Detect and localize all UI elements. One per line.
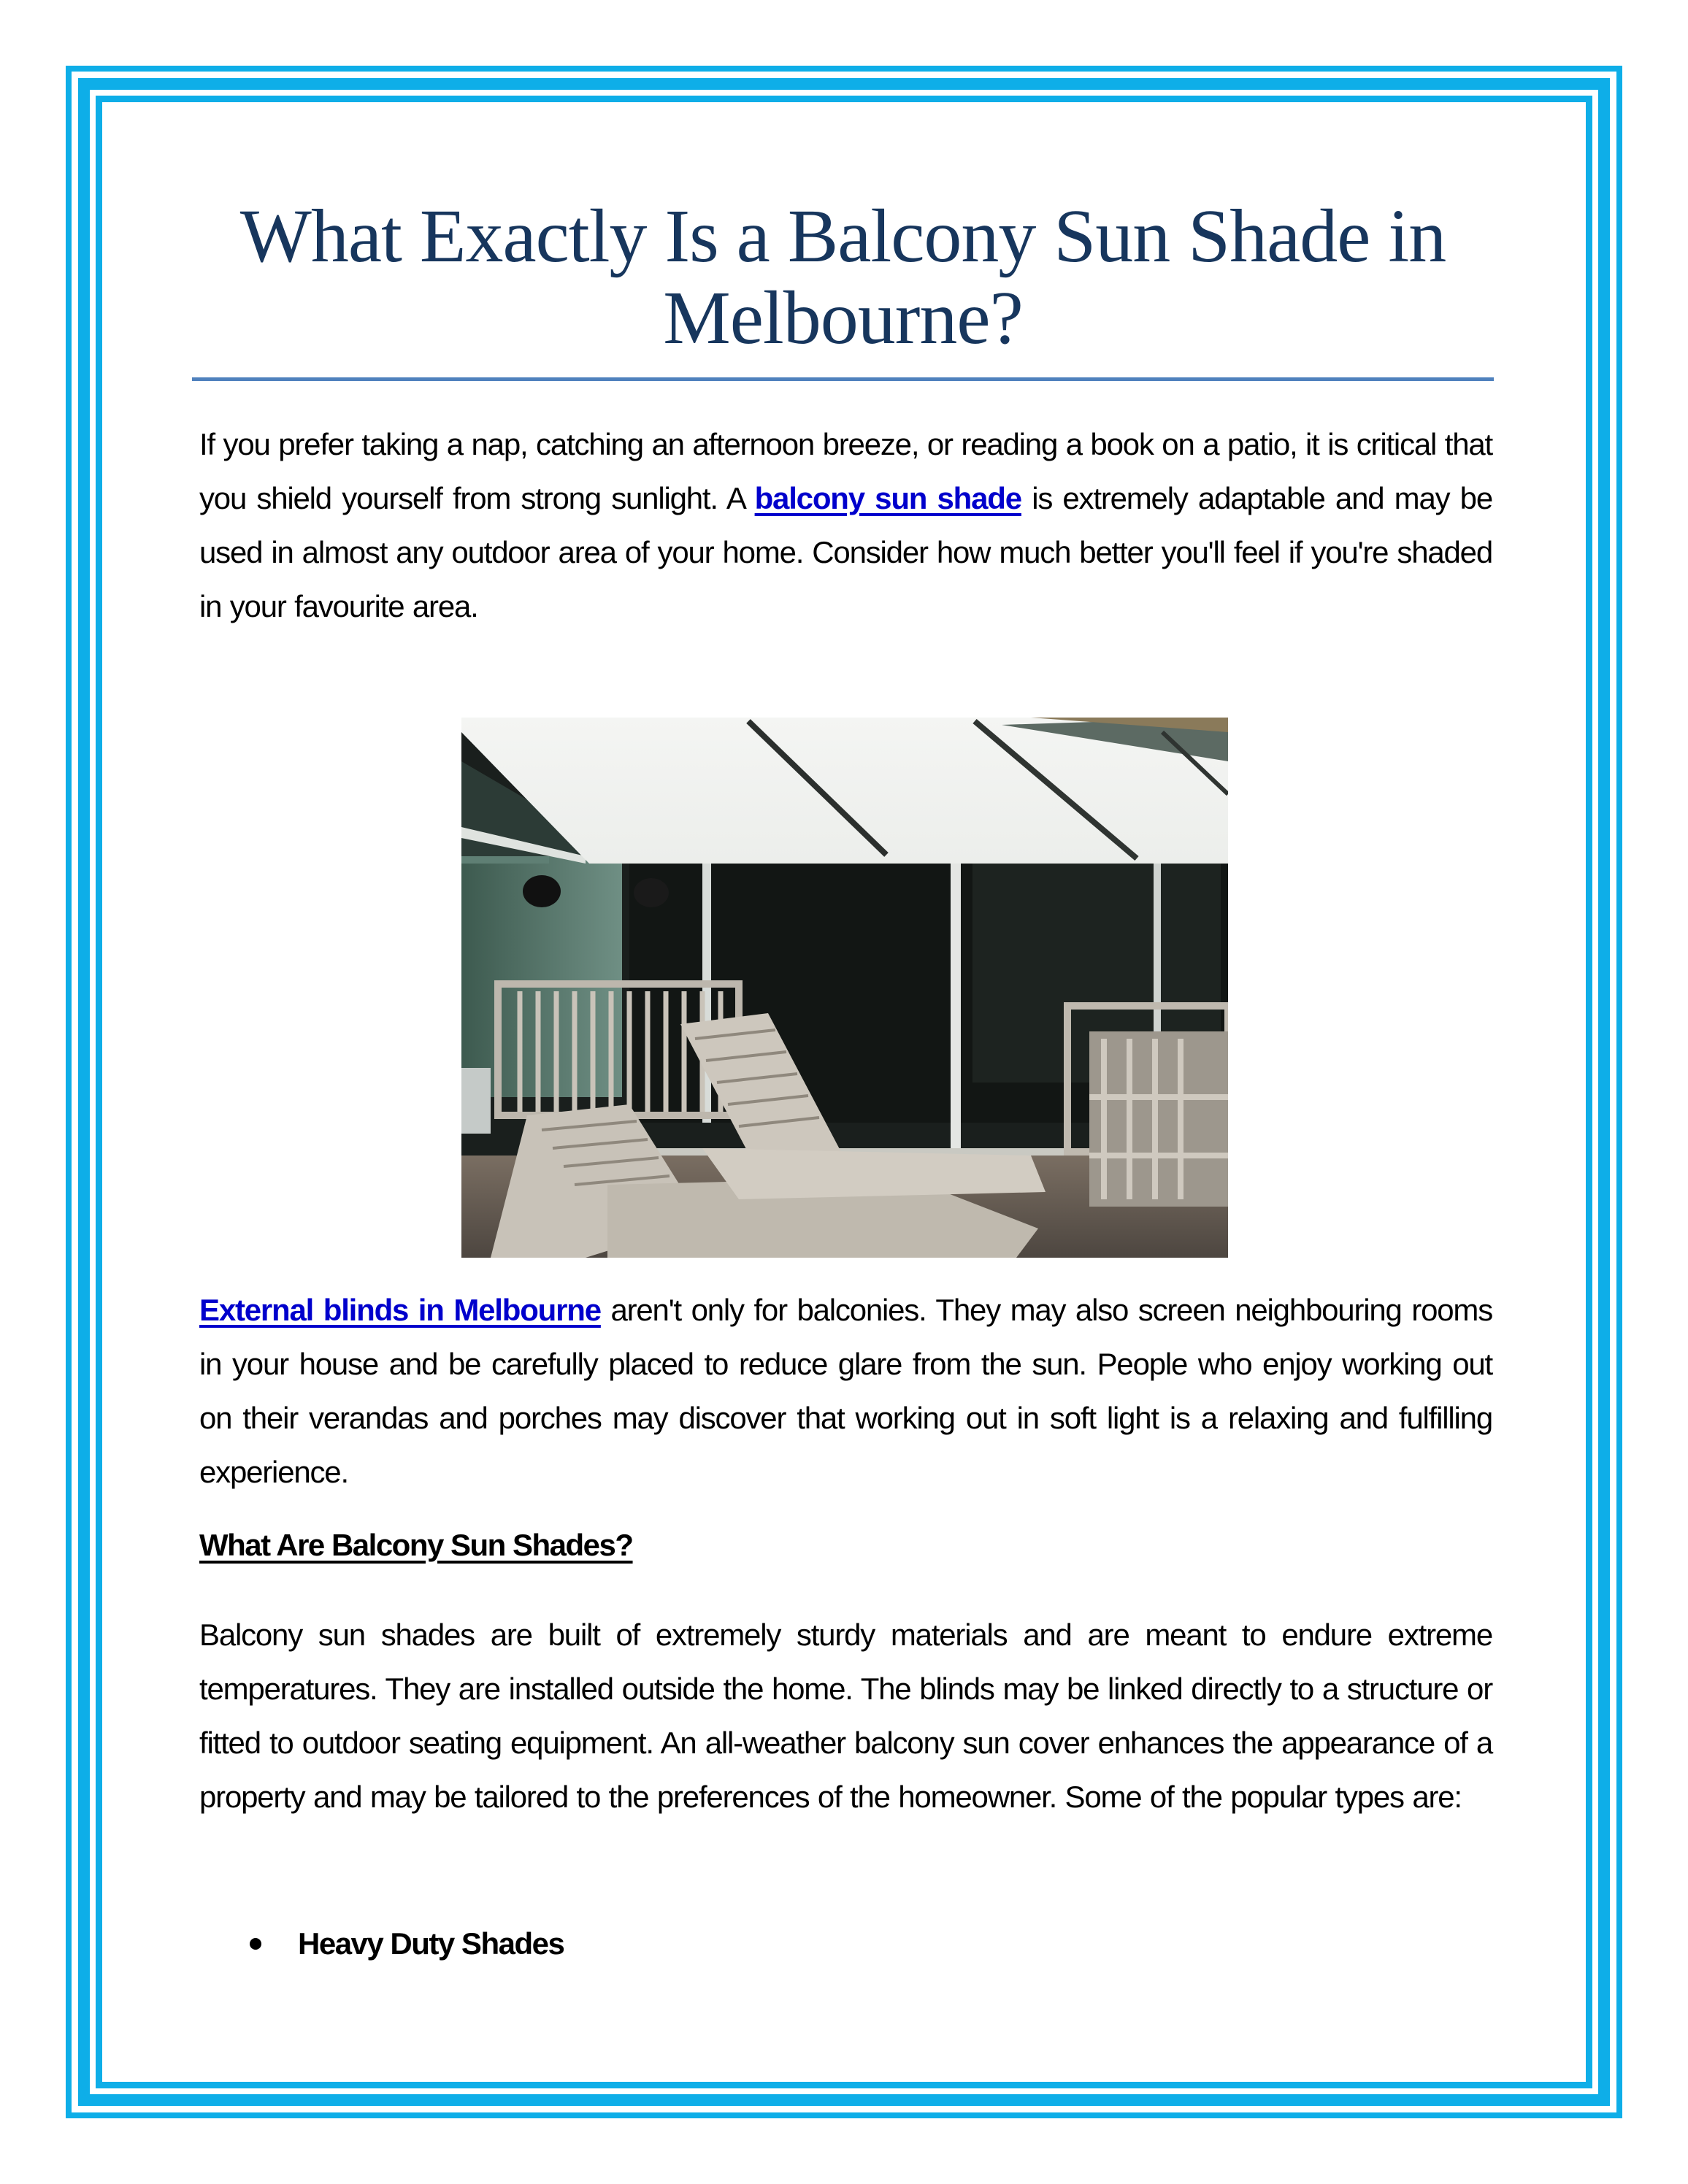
list-item-label: Heavy Duty Shades [298, 1926, 564, 1961]
bullet-icon [250, 1938, 261, 1950]
section-heading: What Are Balcony Sun Shades? [199, 1528, 633, 1562]
photo-illustration [461, 718, 1228, 1258]
list-item [199, 1917, 564, 1971]
awning-patio-photo [461, 718, 1228, 1258]
intro-text-after-link: is extremely adaptable and may be used in almost any outdoor area of your home. Consider how much better you'll feel if you're shaded in your favourite area. [199, 481, 1492, 623]
sun-shades-description-paragraph: Balcony sun shades are built of extremely sturdy materials and are meant to endure extreme temperatures. They are installed outside the home. The blinds may be linked directly to a structure or fitted to outdoor seating equipment. An all-weather balcony sun cover enhances the appearance of a property and may be tailored to the preferences of the homeowner. Some of the popular types are: [199, 1618, 1492, 1814]
page-title-line-2: Melbourne? [663, 276, 1023, 360]
external-blinds-paragraph [199, 1283, 1492, 1499]
shade-types-list [199, 1917, 564, 1971]
title-divider [192, 377, 1494, 381]
page-title [192, 196, 1494, 359]
intro-paragraph [199, 418, 1492, 634]
intro-text-before-link: If you prefer taking a nap, catching an afternoon breeze, or reading a book on a patio, it is critical that you shield yourself from strong sunlight. A [199, 427, 1492, 515]
balcony-sun-shade-link[interactable]: balcony sun shade [754, 481, 1021, 515]
page-title-line-1: What Exactly Is a Balcony Sun Shade in [239, 194, 1446, 278]
external-blinds-melbourne-link[interactable]: External blinds in Melbourne [199, 1293, 601, 1327]
external-blinds-text: aren't only for balconies. They may also screen neighbouring rooms in your house and be carefully placed to reduce glare from the sun. People who enjoy working out on their verandas and porches may discover that working out in soft light is a relaxing and fulfilling experience. [199, 1293, 1492, 1489]
